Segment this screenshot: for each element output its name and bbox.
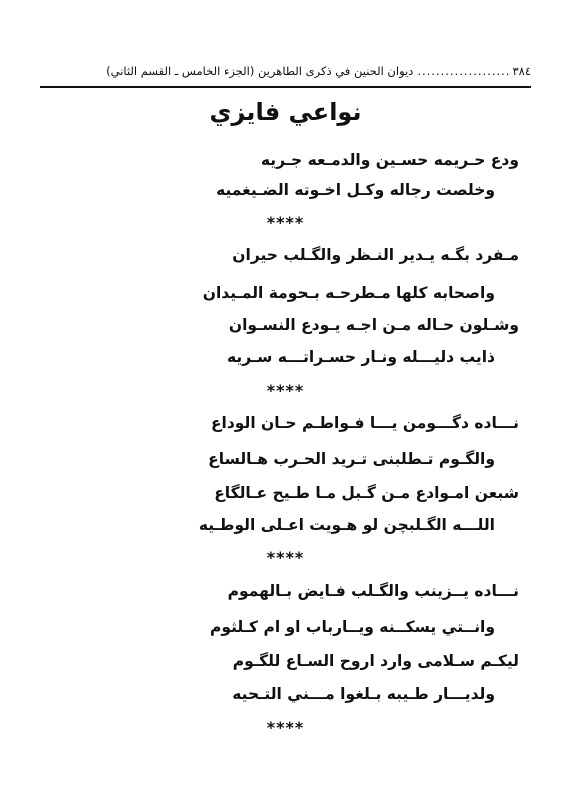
verse-line: اللـــه الگـلبچن لو هـويت اعـلى الوطـيه xyxy=(198,516,495,534)
verse-line: وخلصت رجاله وكـل اخـوته الضـيغميه xyxy=(216,181,495,199)
verse-line: مـفرد بگـه يـدير النـظر والگـلب حيران xyxy=(232,246,519,264)
poem-title: نواعي فايزي xyxy=(209,98,362,126)
page-number: ٣٨٤ xyxy=(512,64,531,78)
verse-line: ليكـم سـلامى وارد اروح السـاع للگـوم xyxy=(232,652,519,670)
verse-line: وشـلون حـاله مـن اجـه يـودع النسـوان xyxy=(228,316,519,334)
verse-line: والگـوم تـطلبنى تـريد الحـرب هـالساع xyxy=(208,450,495,468)
stanza-separator: **** xyxy=(266,381,305,400)
stanza-separator: **** xyxy=(266,718,305,737)
stanza-separator: **** xyxy=(266,213,305,232)
header-leader-dots: .................... xyxy=(417,64,511,78)
verse-line: واصحابه كلها مـطرحـه بـحومة المـيدان xyxy=(202,284,495,302)
verse-line: وانــتي يسكــنه ويــارباب او ام كـلثوم xyxy=(210,618,495,636)
verse-line: ولديـــار طـيبه بـلغوا مـــني التـحيه xyxy=(232,685,495,703)
verse-line: نـــاده دگـــومن يـــا فـواطـم حـان الوداع xyxy=(210,414,519,432)
running-header xyxy=(40,60,531,82)
header-rule xyxy=(40,86,531,88)
running-title: ديوان الحنين في ذكرى الطاهرين (الجزء الخامس ـ القسم الثاني) xyxy=(106,64,414,78)
verse-line: ودع حـريمه حسـين والدمـعه جـريه xyxy=(260,151,519,169)
verse-line: شبعن امـوادع مـن گـبل مـا طـيح عـالگاع xyxy=(214,484,519,502)
stanza-separator: **** xyxy=(266,548,305,567)
verse-line: ذايب دليـــله ونـار حسـراتـــه سـريه xyxy=(226,348,495,366)
verse-line: نـــاده يــزينب والگـلب فـايض بـالهموم xyxy=(227,582,519,600)
